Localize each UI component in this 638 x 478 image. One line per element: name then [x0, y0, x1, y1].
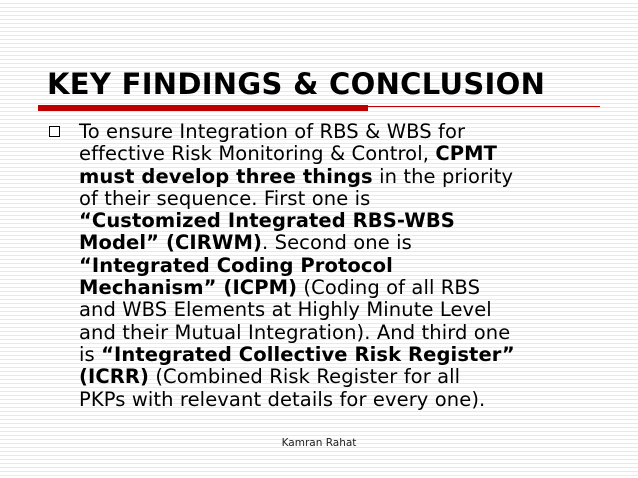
emphasized-text: CPMT: [435, 142, 498, 166]
emphasized-text: (ICRR): [79, 365, 150, 389]
paragraph-line: [79, 166, 609, 188]
body-text-run: and their Mutual Integration). And third one: [79, 320, 511, 344]
emphasized-text: Model” (CIRWM): [79, 231, 262, 255]
body-text-run: . Second one is: [262, 231, 412, 255]
paragraph-line: [79, 210, 609, 232]
conclusion-paragraph: [79, 121, 609, 411]
paragraph-line: [79, 143, 609, 165]
emphasized-text: “Integrated Collective Risk Register”: [101, 342, 515, 366]
emphasized-text: “Customized Integrated RBS-WBS: [79, 209, 455, 233]
title-underline-thin: [368, 106, 600, 107]
emphasized-text: “Integrated Coding Protocol: [79, 253, 393, 277]
body-text-run: of their sequence. First one is: [79, 186, 371, 210]
body-text-run: (Coding of all RBS: [297, 276, 481, 300]
hollow-square-bullet-icon: [49, 126, 60, 137]
paragraph-line: [79, 121, 609, 143]
paragraph-line: [79, 389, 609, 411]
paragraph-line: [79, 277, 609, 299]
body-text-run: To ensure Integration of RBS & WBS for: [79, 120, 466, 143]
paragraph-line: [79, 322, 609, 344]
body-text-run: effective Risk Monitoring & Control,: [79, 142, 436, 166]
title-underline-thick: [38, 105, 368, 111]
emphasized-text: must develop three things: [79, 164, 373, 188]
paragraph-line: [79, 366, 609, 388]
paragraph-line: [79, 188, 609, 210]
emphasized-text: Mechanism” (ICPM): [79, 276, 298, 300]
body-text-run: is: [79, 342, 102, 366]
paragraph-line: [79, 232, 609, 254]
body-text-run: PKPs with relevant details for every one).: [79, 387, 486, 411]
paragraph-line: [79, 344, 609, 366]
paragraph-line: [79, 255, 609, 277]
slide-title: KEY FINDINGS & CONCLUSION: [47, 67, 546, 101]
paragraph-line: [79, 299, 609, 321]
slide-footer-author: Kamran Rahat: [281, 437, 357, 449]
body-text-run: in the priority: [372, 164, 514, 188]
body-text-run: and WBS Elements at Highly Minute Level: [79, 298, 492, 322]
body-text-run: (Combined Risk Register for all: [149, 365, 461, 389]
